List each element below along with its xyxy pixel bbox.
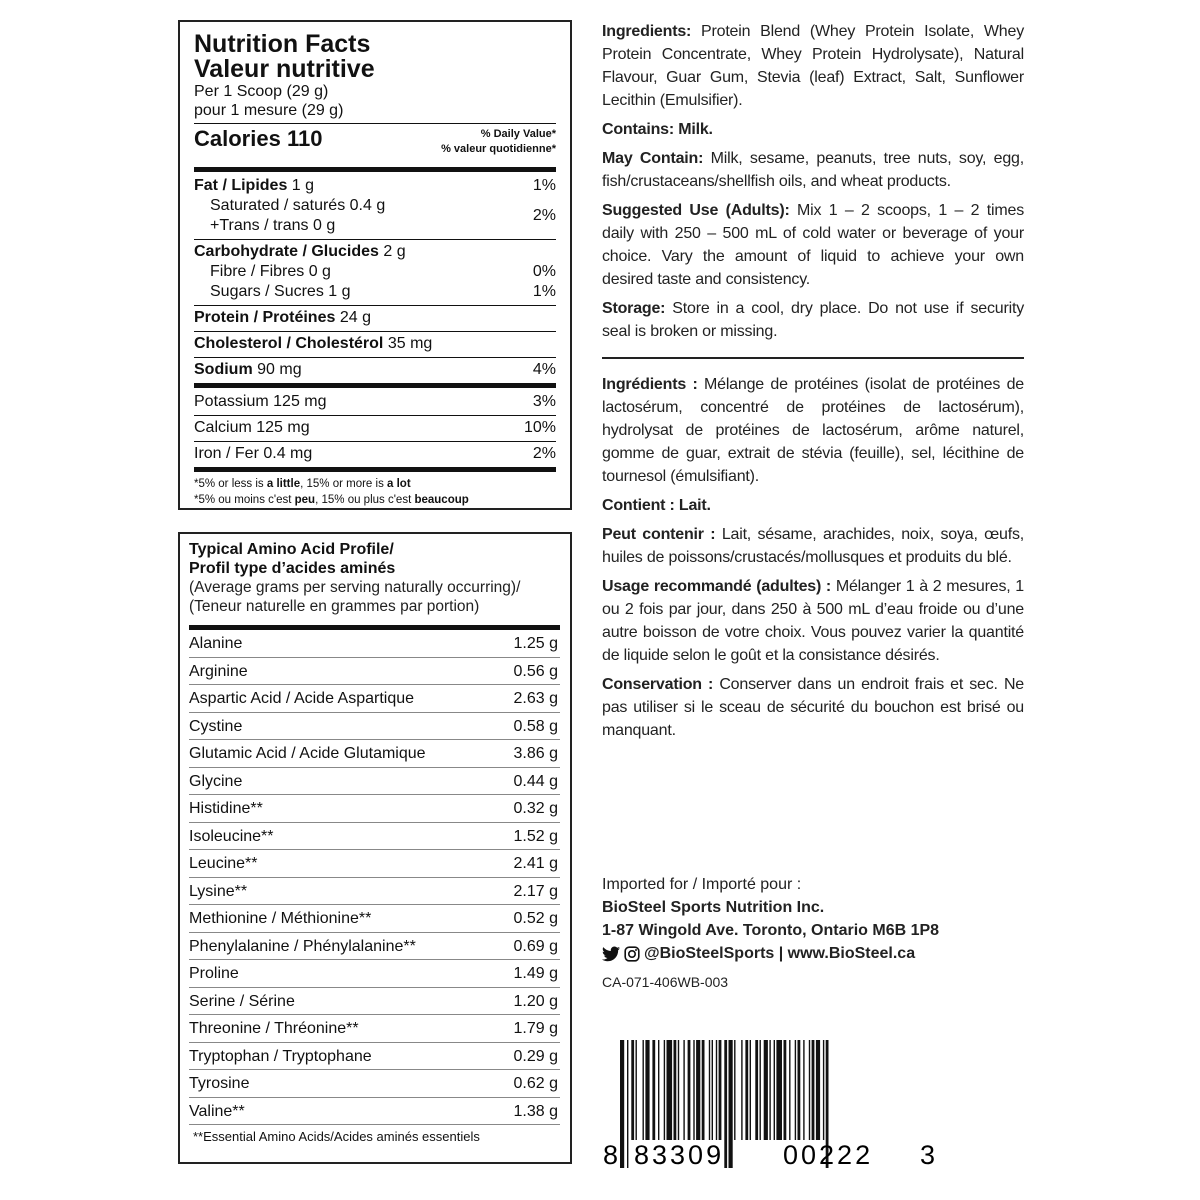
storage-en: Storage: Store in a cool, dry place. Do not use if security seal is broken or missing.	[602, 300, 1024, 340]
table-row	[189, 1070, 560, 1098]
sugars-pct: 1%	[532, 283, 556, 300]
fat-label: Fat / Lipides	[194, 177, 288, 194]
nutrition-title-en: Nutrition Facts	[194, 30, 371, 58]
amino-value: 1.20 g	[513, 992, 558, 1010]
table-row	[189, 933, 560, 961]
carb-row	[194, 242, 556, 262]
cholesterol-amount: 35 mg	[387, 335, 433, 352]
carb-label: Carbohydrate / Glucides	[194, 243, 379, 260]
barcode-digit-1: 8	[603, 1140, 619, 1170]
fat-amount: 1 g	[291, 177, 315, 194]
instagram-icon	[624, 946, 640, 962]
footnote-fr: *5% ou moins c'est peu, 15% ou plus c'est beaucoup	[194, 494, 469, 506]
table-row	[189, 1098, 560, 1126]
amino-name: Alanine	[189, 635, 243, 652]
amino-value: 0.62 g	[513, 1075, 558, 1092]
may-contain-fr: Peut contenir : Lait, sésame, arachides, noix, soya, œufs, huiles de poissons/crustacés/mollusques et produits du blé.	[602, 526, 1024, 566]
barcode-digit-3: 00222	[783, 1140, 874, 1170]
amino-name: Serine / Sérine	[189, 992, 295, 1010]
amino-subtitle-en: (Average grams per serving naturally occurring)/	[189, 579, 521, 596]
iron-pct: 2%	[532, 445, 556, 462]
amino-name: Histidine**	[189, 800, 263, 817]
amino-name: Valine**	[189, 1102, 245, 1120]
footnote-en: *5% or less is a little, 15% or more is a lot	[194, 478, 411, 490]
amino-name: Tyrosine	[189, 1075, 250, 1092]
potassium-row	[194, 388, 556, 415]
contains-fr: Contient : Lait.	[602, 497, 711, 514]
amino-table	[189, 630, 560, 1125]
table-row	[189, 658, 560, 686]
amino-value: 1.38 g	[513, 1102, 558, 1120]
amino-name: Threonine / Thréonine**	[189, 1020, 359, 1037]
trans-label: +Trans / trans	[210, 217, 309, 234]
ingredient-text	[602, 20, 1024, 748]
fibre-row	[194, 262, 556, 282]
twitter-icon	[602, 946, 620, 962]
table-row	[189, 823, 560, 851]
saturated-amount: 0.4 g	[349, 197, 386, 214]
cholesterol-label: Cholesterol / Cholestérol	[194, 335, 384, 352]
ingredients-fr: Ingrédients : Mélange de protéines (isolat de protéines de lactosérum, concentré de protéines de lactosérum), hydrolysat de protéines de lactosérum, arôme naturel, gomme de guar, extrait de stévia (feuille), sel, lécithine de tournesol (émulsifiant).	[602, 376, 1024, 485]
company-name: BioSteel Sports Nutrition Inc.	[602, 899, 825, 916]
fibre-label: Fibre / Fibres	[210, 263, 305, 280]
amino-value: 2.63 g	[513, 690, 558, 707]
sodium-row	[194, 358, 556, 383]
amino-name: Phenylalanine / Phénylalanine**	[189, 937, 416, 955]
sugars-label: Sugars / Sucres	[210, 283, 324, 300]
protein-amount: 24 g	[339, 309, 371, 326]
calories-label: Calories	[194, 126, 281, 151]
amino-name: Tryptophan / Tryptophane	[189, 1047, 372, 1065]
potassium-label: Potassium	[194, 393, 269, 410]
amino-value: 0.32 g	[513, 800, 558, 817]
carb-amount: 2 g	[383, 243, 406, 260]
cholesterol-row	[194, 332, 556, 357]
amino-name: Aspartic Acid / Acide Aspartique	[189, 690, 415, 707]
potassium-amount: 125 mg	[273, 393, 327, 410]
protein-row	[194, 306, 556, 331]
table-row	[189, 850, 560, 878]
iron-label: Iron / Fer	[194, 445, 259, 462]
footnote	[194, 472, 556, 508]
contains-en: Contains: Milk.	[602, 121, 713, 138]
amino-name: Methionine / Méthionine**	[189, 910, 372, 927]
table-row	[189, 768, 560, 796]
amino-value: 0.69 g	[513, 937, 558, 955]
table-row	[189, 960, 560, 988]
suggested-use-fr: Usage recommandé (adultes) : Mélanger 1 à 2 mesures, 1 ou 2 fois par jour, dans 250 à 500 mL d’eau froide ou d’une autre boisson de votre choix. Vous pouvez varier la quantité de liquide selon le goût et la consistance désirés.	[602, 578, 1024, 664]
amino-value: 1.25 g	[513, 635, 558, 652]
table-row	[189, 630, 560, 658]
amino-title-fr: Profil type d’acides aminés	[189, 560, 396, 577]
company-address: 1-87 Wingold Ave. Toronto, Ontario M6B 1P8	[602, 922, 940, 939]
amino-value: 0.52 g	[513, 910, 558, 927]
trans-amount: 0 g	[313, 217, 336, 234]
ingredients-en: Ingredients: Protein Blend (Whey Protein Isolate, Whey Protein Concentrate, Whey Protein Hydrolysate), Natural Flavour, Guar Gum, Stevia (leaf) Extract, Salt, Sunflower Lecithin (Emulsifier).	[602, 23, 1024, 109]
social-text: @BioSteelSports | www.BioSteel.ca	[644, 945, 916, 962]
iron-amount: 0.4 mg	[263, 445, 313, 462]
divider	[602, 357, 1024, 359]
table-row	[189, 740, 560, 768]
sodium-label: Sodium	[194, 361, 253, 378]
importer-block	[602, 873, 939, 994]
iron-row	[194, 442, 556, 467]
amino-title-en: Typical Amino Acid Profile/	[189, 541, 394, 558]
barcode-digit-4: 3	[920, 1140, 936, 1170]
suggested-use-en: Suggested Use (Adults): Mix 1 – 2 scoops, 1 – 2 times daily with 250 – 500 mL of cold water or beverage of your choice. Vary the amount of liquid to achieve your own desired taste and consistency.	[602, 202, 1025, 288]
amino-name: Glycine	[189, 772, 243, 790]
daily-value-header-en: % Daily Value*	[480, 128, 556, 140]
amino-value: 2.41 g	[513, 855, 558, 872]
calcium-label: Calcium	[194, 419, 252, 436]
sugars-row	[194, 282, 556, 302]
barcode-digit-2: 83309	[634, 1140, 725, 1170]
storage-fr: Conservation : Conserver dans un endroit frais et sec. Ne pas utiliser si le sceau de sécurité du bouchon est brisé ou manquant.	[602, 676, 1025, 739]
table-row	[189, 795, 560, 823]
amino-name: Lysine**	[189, 882, 248, 900]
may-contain-en: May Contain: Milk, sesame, peanuts, tree nuts, soy, egg, fish/crustaceans/shellfish oils, and wheat products.	[602, 150, 1024, 190]
amino-value: 2.17 g	[513, 882, 558, 900]
sat-trans-pct: 2%	[532, 207, 556, 224]
table-row	[189, 713, 560, 741]
amino-acid-panel	[178, 532, 572, 1164]
amino-value: 1.49 g	[513, 965, 558, 982]
calcium-row	[194, 416, 556, 441]
table-row	[189, 905, 560, 933]
table-row	[189, 1015, 560, 1043]
product-code: CA-071-406WB-003	[602, 974, 729, 990]
fibre-pct: 0%	[532, 263, 556, 280]
amino-value: 1.79 g	[513, 1020, 558, 1037]
nutrition-title-fr: Valeur nutritive	[194, 55, 375, 83]
serving-size-en: Per 1 Scoop (29 g)	[194, 83, 329, 100]
table-row	[189, 878, 560, 906]
calories-row	[194, 124, 556, 164]
amino-value: 1.52 g	[513, 827, 558, 845]
amino-name: Leucine**	[189, 855, 258, 872]
calcium-pct: 10%	[523, 419, 556, 436]
amino-name: Glutamic Acid / Acide Glutamique	[189, 745, 426, 762]
amino-note: **Essential Amino Acids/Acides aminés essentiels	[193, 1129, 480, 1144]
amino-value: 0.29 g	[513, 1047, 558, 1065]
table-row	[189, 1043, 560, 1071]
amino-value: 0.58 g	[513, 717, 558, 735]
table-row	[189, 685, 560, 713]
barcode	[600, 1040, 940, 1170]
amino-name: Proline	[189, 965, 239, 982]
amino-subtitle-fr: (Teneur naturelle en grammes par portion)	[189, 598, 480, 615]
amino-value: 0.56 g	[513, 662, 558, 680]
daily-value-header-fr: % valeur quotidienne*	[441, 143, 556, 155]
amino-value: 3.86 g	[513, 745, 558, 762]
calcium-amount: 125 mg	[256, 419, 310, 436]
serving-size-fr: pour 1 mesure (29 g)	[194, 102, 344, 119]
amino-name: Cystine	[189, 717, 243, 735]
imported-for: Imported for / Importé pour :	[602, 876, 802, 893]
fat-pct: 1%	[532, 177, 556, 194]
protein-label: Protein / Protéines	[194, 309, 336, 326]
amino-name: Isoleucine**	[189, 827, 274, 845]
amino-value: 0.44 g	[513, 772, 558, 790]
sat-trans-row	[194, 196, 556, 236]
calories-value: 110	[286, 126, 323, 151]
fat-row	[194, 176, 556, 196]
table-row	[189, 988, 560, 1016]
sugars-amount: 1 g	[328, 283, 351, 300]
saturated-label: Saturated / saturés	[210, 197, 346, 214]
potassium-pct: 3%	[532, 393, 556, 410]
fibre-amount: 0 g	[308, 263, 331, 280]
sodium-pct: 4%	[532, 361, 556, 378]
sodium-amount: 90 mg	[257, 361, 302, 378]
social-line	[602, 942, 939, 965]
nutrition-facts-panel	[178, 20, 572, 510]
amino-name: Arginine	[189, 662, 248, 680]
